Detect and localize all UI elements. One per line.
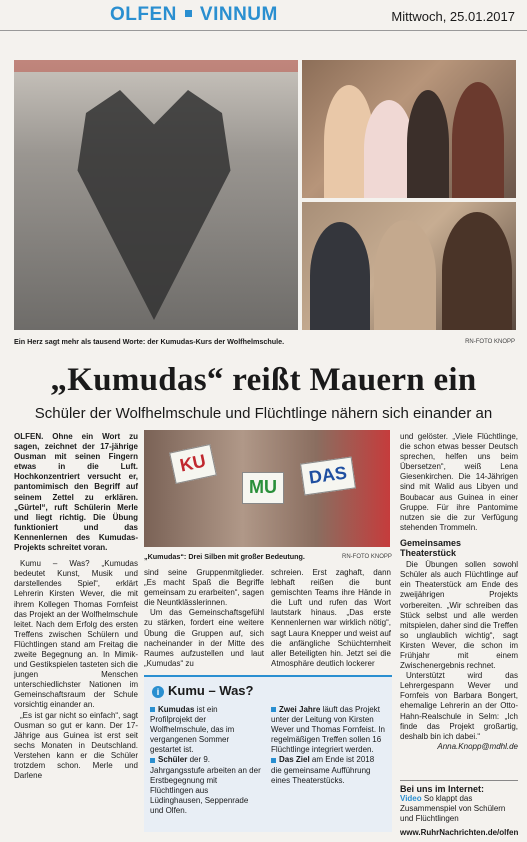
- bullet-square: [271, 758, 276, 763]
- heart-crowd-shape: [69, 90, 239, 320]
- bullet-square: [150, 707, 155, 712]
- lead-paragraph: OLFEN. Ohne ein Wort zu sagen, zeichnet der 17-jährige Ousman mit seinen Fingern etwas in die Luft. Hochkonzentriert versucht er, pantomimisch den Begriff auf seinem Zettel zu erklären. „Gürtel“, ruft Schülerin Merle und liegt richtig. Die Übung funktioniert und das Kennenlernen des Kumudas-Projekts schreitet voran.: [14, 432, 138, 553]
- section-heading: Gemeinsames Theaterstück: [400, 537, 462, 559]
- photo-caption: Ein Herz sagt mehr als tausend Worte: der Kumudas-Kurs der Wolfhelmschule.: [14, 337, 285, 346]
- separator-dot: [185, 10, 192, 17]
- body-paragraph: „Es ist gar nicht so einfach“, sagt Ousman so gut er kann. Der 17-Jährige aus Guinea ist erst seit sechs Monaten in Deutschland. Verstehen kann er die Schüler trotzdem schon. Merle und Darlene: [14, 710, 138, 781]
- info-box-title: Kumu – Was?: [168, 683, 254, 698]
- body-paragraph: Unterstützt wird das Lehrergespann Wever und Fornfeis von Barbara Bongert, ehemalige Lehrerin an der Otto-Hahn-Realschule in Selm: „Ich finde das Projekt großartig, deshalb bin ich dabei.“: [400, 671, 518, 741]
- info-box-left: [150, 705, 262, 816]
- body-paragraph: Die Übungen sollen sowohl Schüler als auch Flüchtlinge auf ein Theaterstück am Ende des zweijährigen Projekts vorbereiten. „Wir schreiben das Stück selbst und alle werden mitspielen, daher sind die Treffen so unglaublich wichtig“, sagt Kirsten Wever, die schon im Frühjahr mit einem Zwischenergebnis rechnet.: [400, 560, 518, 671]
- info-box-right: [271, 705, 387, 786]
- section-header: [110, 4, 278, 26]
- student-figure: [374, 220, 436, 330]
- student-figure: [310, 222, 370, 330]
- article-subhead: Schüler der Wolfhelmschule und Flüchtlinge nähern sich einander an: [34, 405, 493, 422]
- photo-credit: RN-FOTO KNOPP: [465, 339, 515, 345]
- website-link[interactable]: www.RuhrNachrichten.de/olfen: [400, 828, 519, 838]
- sign-mu: MU: [242, 472, 284, 504]
- student-figure: [452, 82, 504, 198]
- info-item: Kumudas ist ein Profilprojekt der Wolfhelmschule, das im vergangenen Sommer gestartet ist.: [150, 705, 235, 755]
- column-2: [144, 568, 264, 669]
- info-item: Das Ziel am Ende ist 2018 die gemeinsame Aufführung eines Theaterstücks.: [271, 755, 375, 785]
- student-figure: [442, 212, 512, 330]
- students-drums-photo: [302, 60, 516, 198]
- info-icon: i: [152, 686, 164, 698]
- video-label[interactable]: Video: [400, 794, 422, 804]
- sign-das: DAS: [300, 457, 356, 496]
- info-box-header: [152, 683, 253, 698]
- body-paragraph: und gelöster. „Viele Flüchtlinge, die schon etwas besser Deutsch sprechen, helfen uns beim Übersetzen“, weiß Lena Giesenkirchen. Die 14-Jährigen sind mit Walid aus Libyen und Boubacar aus Guinea in einer Gruppe. Für ihre Pantomime nutzen sie die zur Verfügung stehenden Trommeln.: [400, 432, 518, 532]
- column-3: [271, 568, 391, 669]
- column-4: [400, 432, 518, 752]
- bullet-square: [150, 758, 155, 763]
- body-paragraph: Um das Gemeinschaftsgefühl zu stärken, fordert eine weitere Übung die Gruppen auf, sich nacheinander in der Mitte des Raumes aufzustellen und laut „Kumudas“ zu: [144, 608, 264, 668]
- info-box: [144, 675, 392, 832]
- internet-box: [400, 780, 518, 838]
- author-email: Anna.Knopp@mdhl.de: [437, 741, 518, 751]
- bullet-square: [271, 707, 276, 712]
- kumu-photo-credit: RN-FOTO KNOPP: [342, 554, 392, 560]
- kumu-photo-caption: „Kumudas“: Drei Silben mit großer Bedeutung.: [144, 552, 305, 561]
- region-vinnum: VINNUM: [199, 4, 278, 25]
- sign-ku: KU: [169, 444, 217, 484]
- body-paragraph: sind seine Gruppenmitglieder. „Es macht Spaß die Begriffe gemeinsam zu erarbeiten“, sagen die Neuntklässlerinnen.: [144, 568, 264, 608]
- article-headline: „Kumudas“ reißt Mauern ein: [50, 362, 477, 398]
- body-paragraph: schreien. Erst zaghaft, dann lebhaft reißen die bunt gemischten Teams ihre Hände in die Luft und rufen das Wort lautstark hinaus. „Das erste Kennenlernen war wirklich nötig“, sagt Laura Knepper und weist auf die anfängliche Schüchternheit aller Beteiligten hin. Jetzt sei die Atmosphäre deutlich lockerer: [271, 568, 391, 668]
- heart-formation-photo: [14, 60, 298, 330]
- three-students-photo: [302, 202, 516, 330]
- region-olfen: OLFEN: [110, 4, 177, 25]
- issue-date: Mittwoch, 25.01.2017: [391, 9, 515, 24]
- header-rule: [0, 30, 527, 31]
- gym-wall-banner: [14, 60, 298, 72]
- kumudas-signs-photo: [144, 430, 390, 547]
- info-item: Schüler der 9. Jahrgangsstufe arbeiten an der Erstbegegnung mit Flüchtlingen aus Lüdinghausen, Seppenrade und Olfen.: [150, 755, 261, 815]
- column-1: [14, 432, 138, 781]
- body-paragraph: Kumu – Was? „Kumudas bedeutet Kunst, Musik und darstellendes Spiel“, erklärt Lehrerin Kirsten Wever, die mit ihrem Kollegen Thomas Fornfeist das Projekt an der Wolfhelmschule leitet. Nach dem Erfolg des ersten Treffens zwischen Schülern und Flüchtlingen stand am Freitag die zweite Begegnung an. In Mimik- und Gestikspielen tasteten sich die jungen Menschen unterschiedlichster Nationen im Gemeinschaftsraum der Schule vorsichtig einander an.: [14, 559, 138, 710]
- internet-teaser: Video So klappt das Zusammenspiel von Schülern und Flüchtlingen: [400, 794, 506, 824]
- info-item: Zwei Jahre läuft das Projekt unter der Leitung von Kirsten Wever und Thomas Fornfeist. In regelmäßigen Treffen sollen 16 Flüchtlinge integriert werden.: [271, 705, 385, 755]
- student-figure: [407, 90, 449, 198]
- internet-heading: Bei uns im Internet:: [400, 784, 485, 794]
